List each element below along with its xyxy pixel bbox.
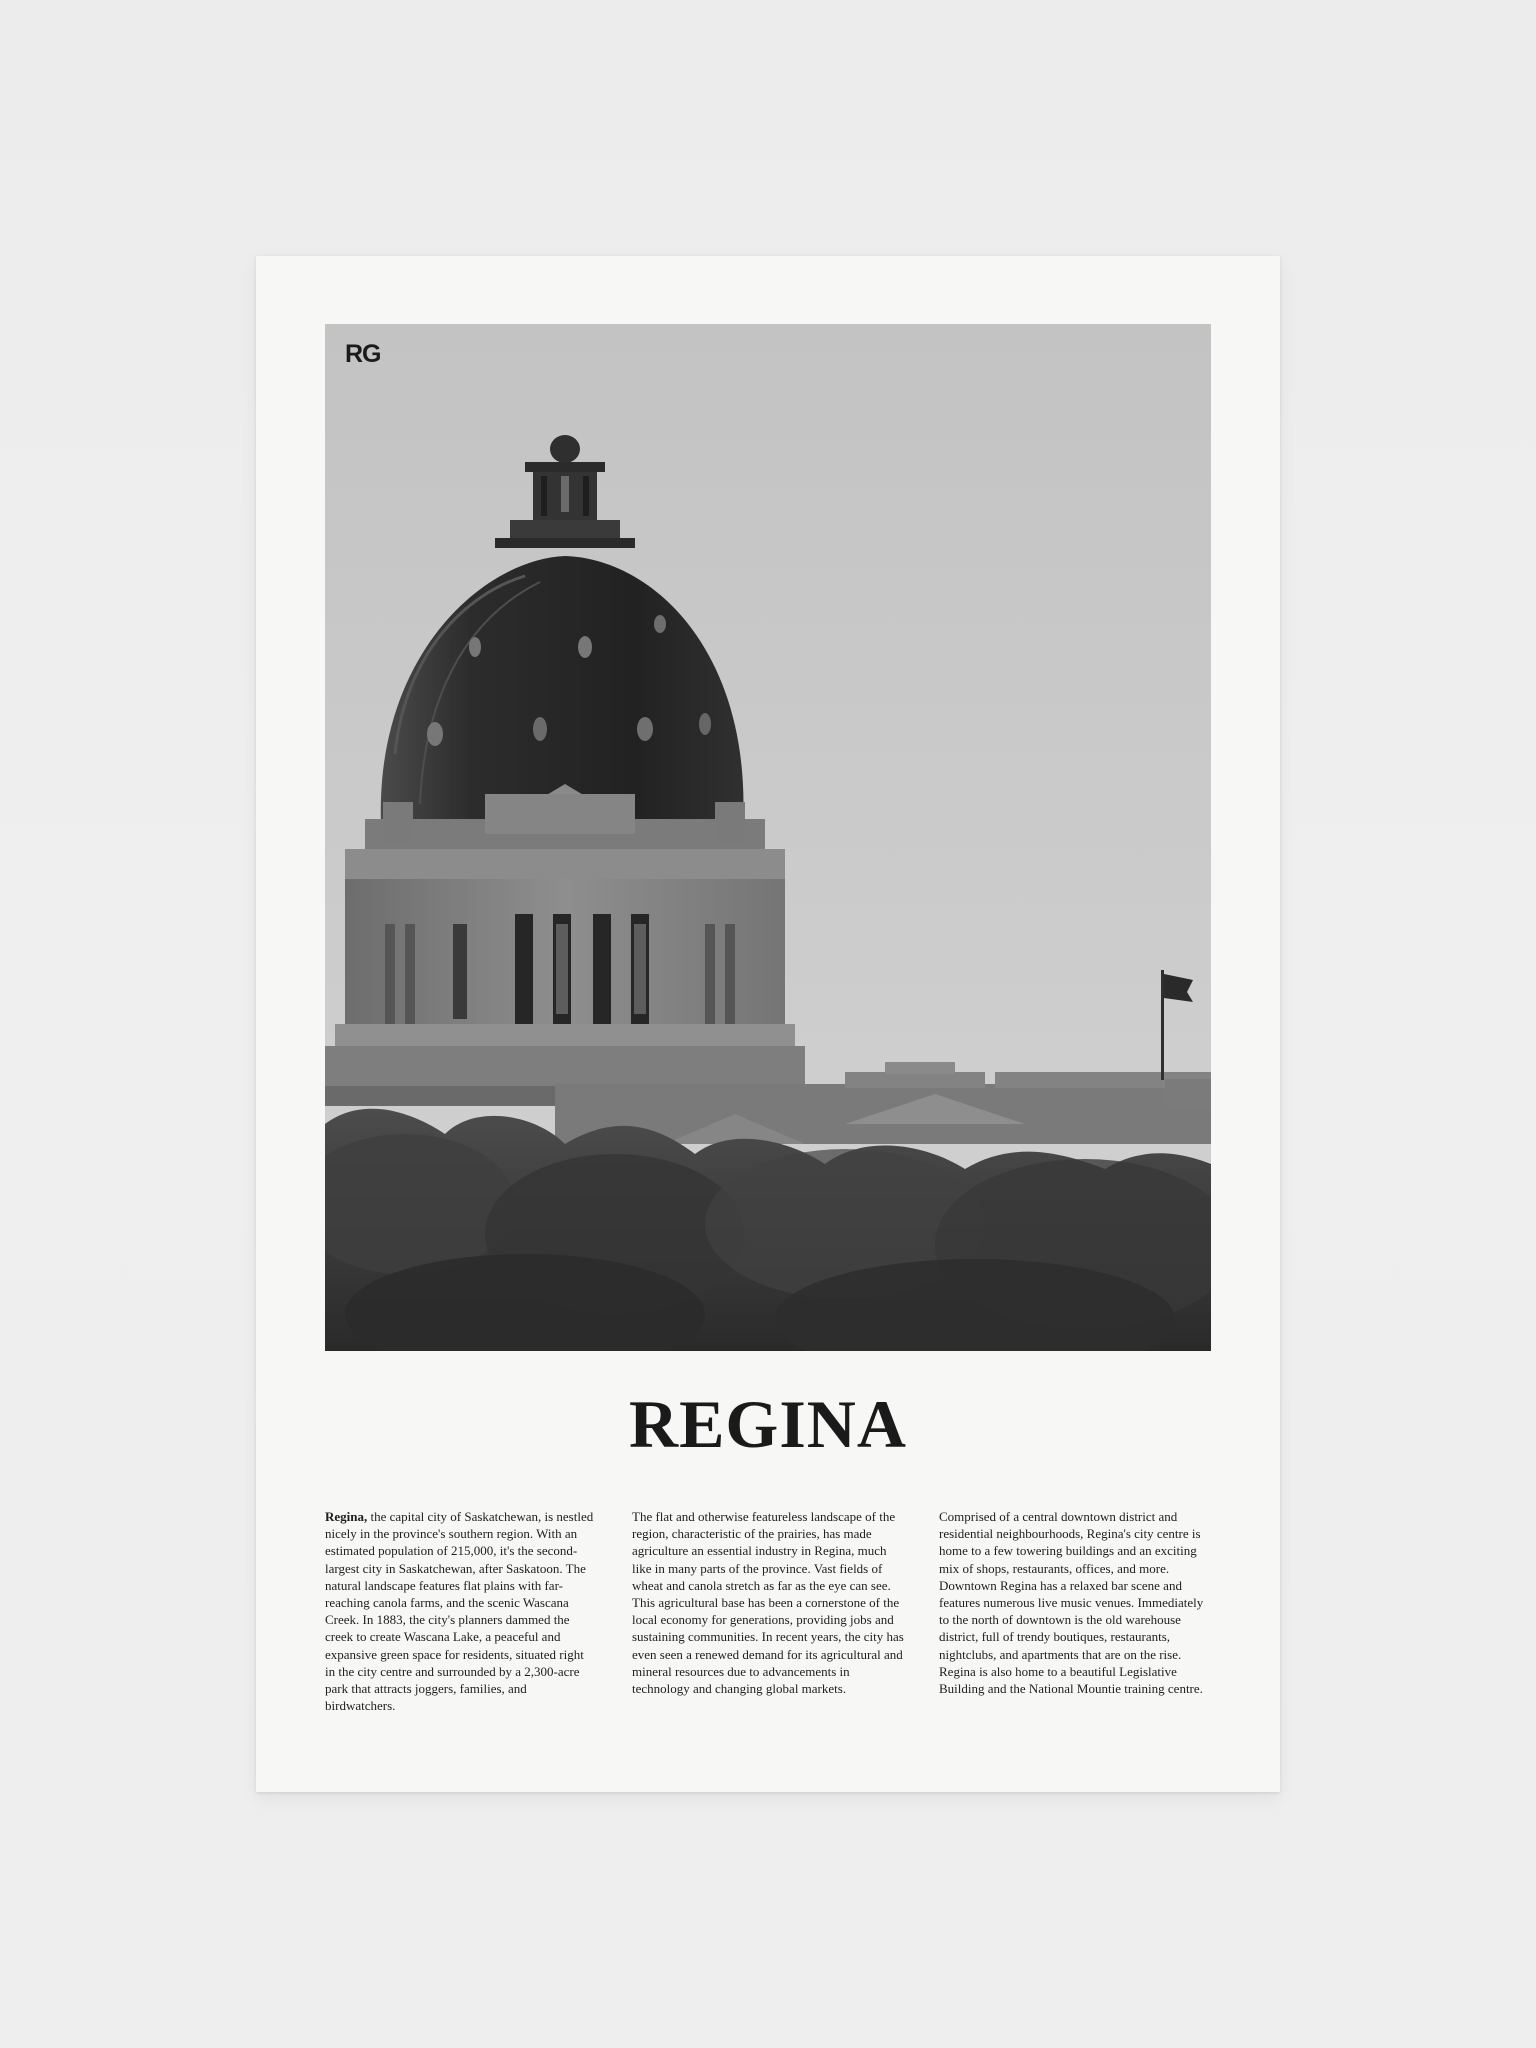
photo-illustration <box>325 324 1211 1351</box>
city-title: REGINA <box>628 1386 908 1462</box>
column-1-text: the capital city of Saskatchewan, is nestled nicely in the province's southern region. With an estimated population of 215,000, it's the second-largest city in Saskatchewan, after Saskatoon. The natural landscape features flat plains with far-reaching canola farms, and the scenic Wascana Creek. In 1883, the city's planners dammed the creek to create Wascana Lake, a peaceful and expansive green space for residents, situated right in the city centre and surrounded by a 2,300-acre park that attracts joggers, families, and birdwatchers. <box>325 1509 594 1714</box>
monogram-logo: RG <box>345 340 381 368</box>
dome-drum <box>325 784 815 1106</box>
poster-print <box>256 256 1280 1792</box>
description-column-1 <box>325 1508 597 1714</box>
description-column-2 <box>632 1508 904 1697</box>
description-column-3 <box>939 1508 1211 1697</box>
description-columns <box>325 1508 1211 1748</box>
lead-word: Regina, <box>325 1509 368 1524</box>
legislative-building-photo <box>325 324 1211 1351</box>
column-2-text: The flat and otherwise featureless landscape of the region, characteristic of the prairies, has made agriculture an essential industry in Regina, much like in many parts of the province. Vast fields of wheat and canola stretch as far as the eye can see. This agricultural base has been a cornerstone of the local economy for generations, providing jobs and sustaining communities. In recent years, the city has even seen a renewed demand for its agricultural and mineral resources due to advancements in technology and changing global markets. <box>632 1509 904 1697</box>
column-3-text: Comprised of a central downtown district and residential neighbourhoods, Regina's city centre is home to a few towering buildings and an exciting mix of shops, restaurants, offices, and more. Downtown Regina has a relaxed bar scene and features numerous live music venues. Immediately to the north of downtown is the old warehouse district, full of trendy boutiques, restaurants, nightclubs, and apartments that are on the rise. Regina is also home to a beautiful Legislative Building and the National Mountie training centre. <box>939 1509 1204 1697</box>
